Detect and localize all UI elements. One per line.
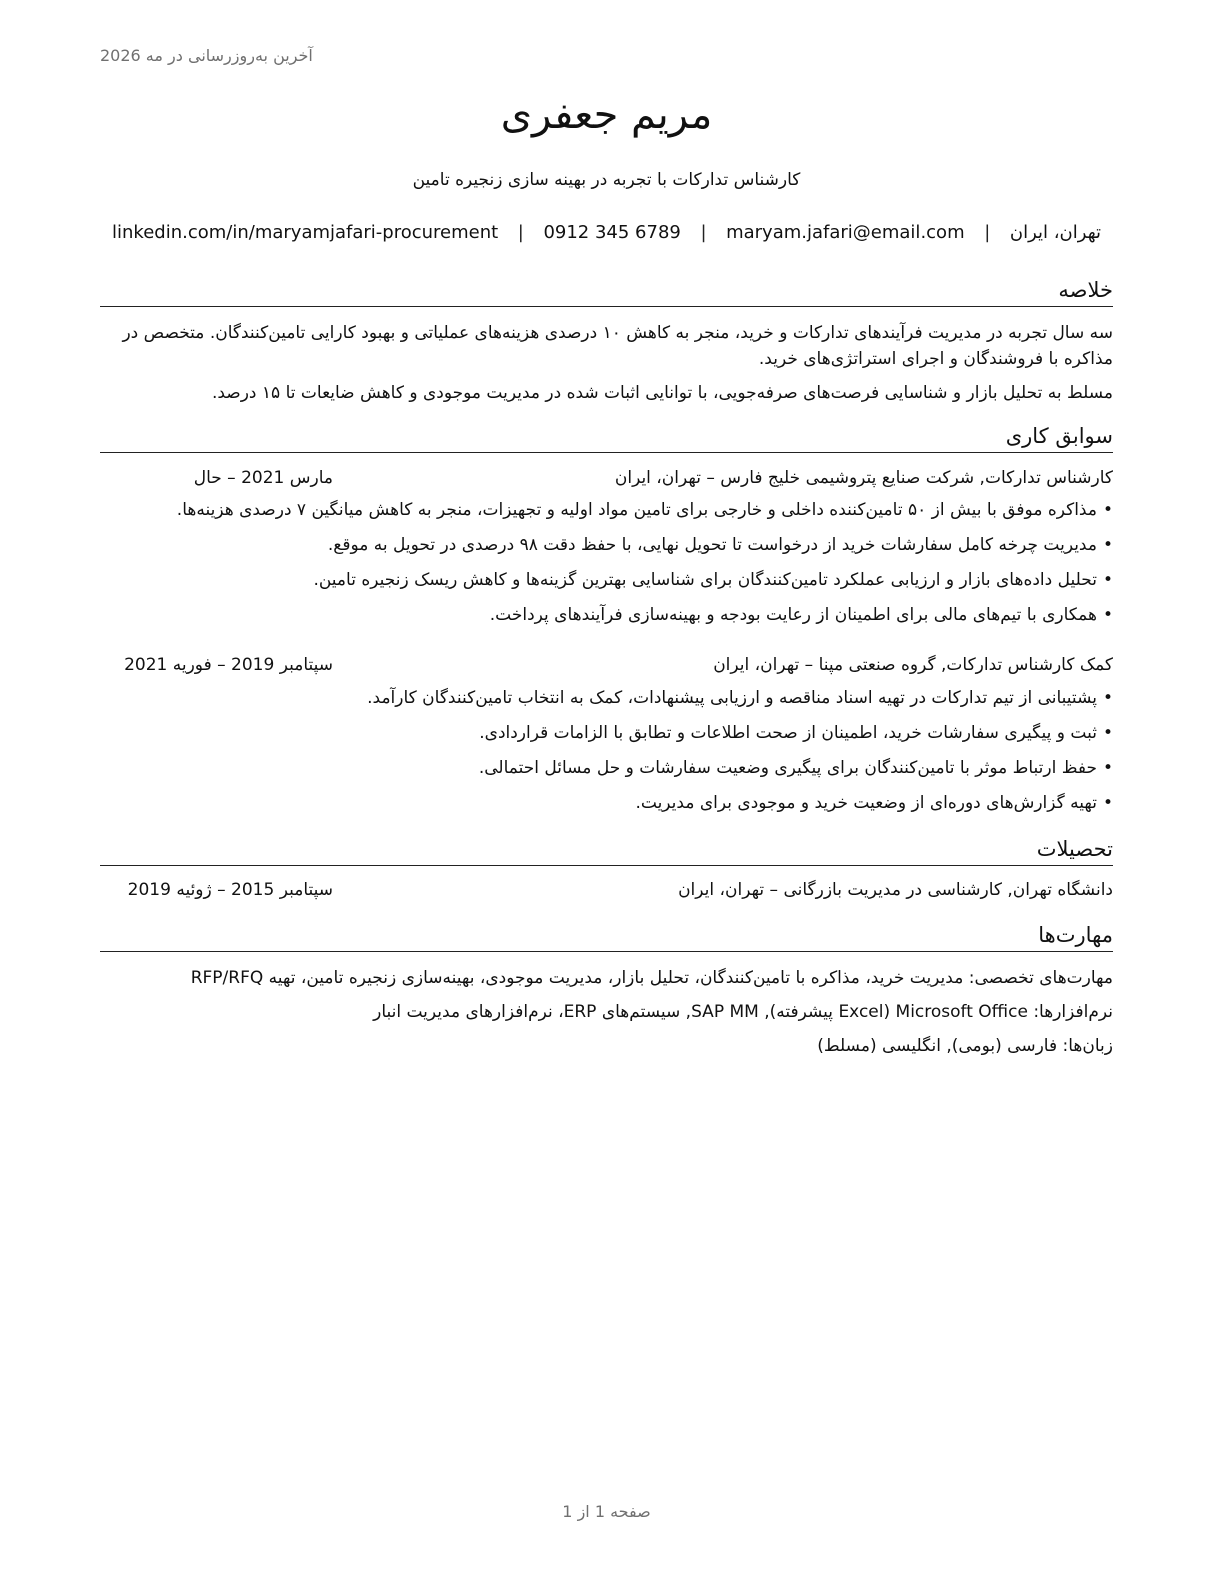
- contact-line: [112, 222, 1101, 243]
- candidate-name: مریم جعفری: [500, 92, 713, 138]
- resume-page: [100, 0, 1113, 1584]
- skills-list: [100, 966, 1113, 1068]
- candidate-tagline: کارشناس تدارکات با تجربه در بهینه سازی زنجیره تامین: [412, 170, 801, 190]
- education-heading: [100, 880, 1113, 900]
- job-dates: سپتامبر 2019 – فوریه 2021: [124, 655, 333, 675]
- list-item: •حفظ ارتباط موثر با تامین‌کنندگان برای پیگیری وضعیت سفارشات و حل مسائل احتمالی.: [478, 758, 1113, 778]
- section-title-education: تحصیلات: [100, 835, 1113, 866]
- last-updated-text: آخرین به‌روزرسانی در مه 2026: [100, 46, 313, 65]
- education-dates: سپتامبر 2015 – ژوئیه 2019: [127, 880, 333, 900]
- list-item: •مذاکره موفق با بیش از ۵۰ تامین‌کننده داخلی و خارجی برای تامین مواد اولیه و تجهیزات، منجر به کاهش میانگین ۷ درصدی هزینه‌ها.: [176, 500, 1113, 520]
- section-title-summary: خلاصه: [100, 276, 1113, 307]
- contact-separator: |: [517, 222, 524, 243]
- job-bullets: [94, 498, 1113, 638]
- job-title-company: کمک کارشناس تدارکات, گروه صنعتی مپنا – تهران، ایران: [713, 655, 1113, 675]
- contact-separator: |: [984, 222, 991, 243]
- list-item: •همکاری با تیم‌های مالی برای اطمینان از رعایت بودجه و بهینه‌سازی فرآیندهای پرداخت.: [489, 605, 1113, 625]
- list-item: •مدیریت چرخه کامل سفارشات خرید از درخواست تا تحویل نهایی، با حفظ دقت ۹۸ درصدی در تحویل به موقع.: [327, 535, 1113, 555]
- section-title-skills: مهارت‌ها: [100, 921, 1113, 952]
- job-bullets: [94, 686, 1113, 826]
- list-item: •ثبت و پیگیری سفارشات خرید، اطمینان از صحت اطلاعات و تطابق با الزامات قراردادی.: [479, 723, 1113, 743]
- section-title-experience: سوابق کاری: [100, 422, 1113, 453]
- skills-specialized: مهارت‌های تخصصی: مدیریت خرید، مذاکره با تامین‌کنندگان، تحلیل بازار، مدیریت موجودی، بهینه‌سازی زنجیره تامین، تهیه RFP/RFQ: [190, 968, 1113, 988]
- list-item: •تحلیل داده‌های بازار و ارزیابی عملکرد تامین‌کنندگان برای شناسایی بهترین گزینه‌ها و کاهش ریسک زنجیره تامین.: [313, 570, 1113, 590]
- skills-software: نرم‌افزارها: Microsoft Office (Excel پیشرفته), SAP MM, سیستم‌های ERP، نرم‌افزارهای مدیریت انبار: [373, 1002, 1113, 1022]
- page-number: صفحه 1 از 1: [562, 1502, 651, 1521]
- job-dates: مارس 2021 – حال: [193, 468, 333, 488]
- skills-languages: زبان‌ها: فارسی (بومی), انگلیسی (مسلط): [817, 1036, 1113, 1056]
- contact-location: تهران، ایران: [1009, 222, 1101, 243]
- contact-phone[interactable]: 0912 345 6789: [543, 222, 681, 243]
- summary-paragraph-1: سه سال تجربه در مدیریت فرآیندهای تدارکات و خرید، منجر به کاهش ۱۰ درصدی هزینه‌های عملیاتی و بهبود کارایی تامین‌کنندگان. متخصص در مذاکره با فروشندگان و اجرای استراتژی‌های خرید.: [122, 323, 1113, 369]
- education-institution: دانشگاه تهران, کارشناسی در مدیریت بازرگانی – تهران، ایران: [678, 880, 1113, 900]
- contact-email[interactable]: maryam.jafari@email.com: [726, 222, 965, 243]
- list-item: •پشتیبانی از تیم تدارکات در تهیه اسناد مناقصه و ارزیابی پیشنهادات، کمک به انتخاب تامین‌کنندگان کارآمد.: [367, 688, 1113, 708]
- list-item: •تهیه گزارش‌های دوره‌ای از وضعیت خرید و موجودی برای مدیریت.: [635, 793, 1113, 813]
- job-heading: [100, 468, 1113, 488]
- contact-separator: |: [700, 222, 707, 243]
- summary-paragraph-2: مسلط به تحلیل بازار و شناسایی فرصت‌های صرفه‌جویی، با توانایی اثبات شده در مدیریت موجودی و کاهش ضایعات تا ۱۵ درصد.: [211, 383, 1113, 403]
- contact-linkedin[interactable]: linkedin.com/in/maryamjafari-procurement: [112, 222, 499, 243]
- job-title-company: کارشناس تدارکات, شرکت صنایع پتروشیمی خلیج فارس – تهران، ایران: [614, 468, 1113, 488]
- job-heading: [100, 655, 1113, 675]
